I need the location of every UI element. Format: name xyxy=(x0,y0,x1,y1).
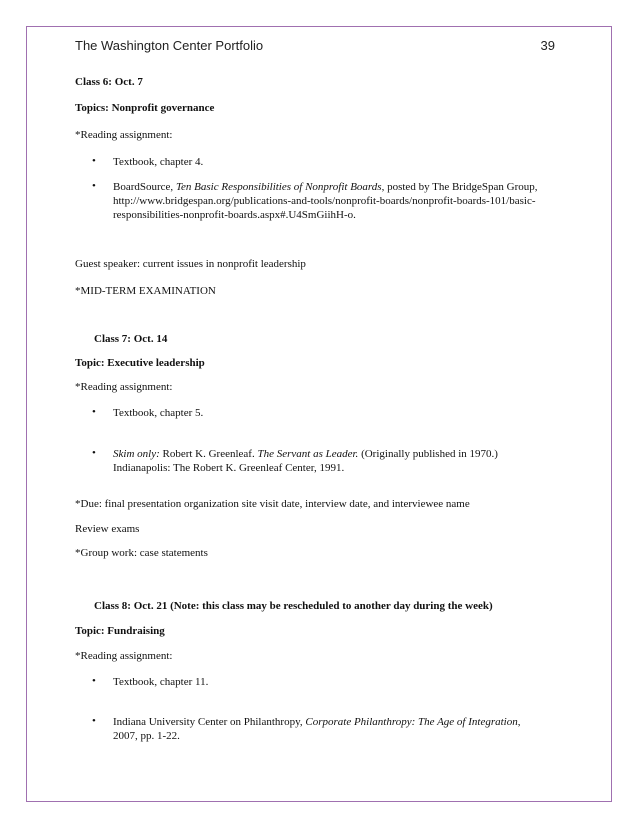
class8-reading-label: *Reading assignment: xyxy=(75,650,173,662)
class7-due: *Due: final presentation organization site visit date, interview date, and interviewee name xyxy=(75,498,470,510)
item-text: 2007, pp. 1-22. xyxy=(113,730,180,742)
item-text: Indiana University Center on Philanthropy, xyxy=(113,716,306,728)
item-title: Corporate Philanthropy: The Age of Integration xyxy=(305,716,518,728)
class6-reading-item-1: Textbook, chapter 4. xyxy=(113,156,204,168)
class8-reading-item-1: Textbook, chapter 11. xyxy=(113,676,209,688)
bullet-icon: • xyxy=(92,675,96,687)
item-title: Ten Basic Responsibilities of Nonprofit Boards xyxy=(175,181,382,193)
class6-reading-label: *Reading assignment: xyxy=(75,129,173,141)
class6-heading: Class 6: Oct. 7 xyxy=(75,76,143,88)
class7-heading: Class 7: Oct. 14 xyxy=(94,333,168,345)
bullet-icon: • xyxy=(92,447,96,459)
class7-review: Review exams xyxy=(75,523,140,535)
class8-heading: Class 8: Oct. 21 (Note: this class may be rescheduled to another day during the week) xyxy=(94,600,493,612)
class6-guest-speaker: Guest speaker: current issues in nonprofit leadership xyxy=(75,258,306,270)
class7-reading-item-1: Textbook, chapter 5. xyxy=(113,407,204,419)
class7-reading-item-2 xyxy=(113,447,563,475)
item-text: (Originally published in 1970.) xyxy=(358,448,498,460)
item-text: BoardSource, xyxy=(113,181,176,193)
item-text: Robert K. Greenleaf. xyxy=(159,448,258,460)
bullet-icon: • xyxy=(92,715,96,727)
class6-topics: Topics: Nonprofit governance xyxy=(75,102,215,114)
bullet-icon: • xyxy=(92,406,96,418)
header-title: The Washington Center Portfolio xyxy=(75,38,264,53)
class7-topic: Topic: Executive leadership xyxy=(75,357,205,369)
item-url: http://www.bridgespan.org/publications-and-tools/nonprofit-boards/nonprofit-boards-101/basic- xyxy=(113,195,536,207)
item-title: The Servant as Leader. xyxy=(257,448,359,460)
item-note: Skim only: xyxy=(113,448,160,460)
class6-midterm: *MID-TERM EXAMINATION xyxy=(75,285,216,297)
item-url: responsibilities-nonprofit-boards.aspx#.U4SmGiihH-o. xyxy=(113,209,356,221)
page-number: 39 xyxy=(540,38,555,53)
class7-group-work: *Group work: case statements xyxy=(75,547,208,559)
bullet-icon: • xyxy=(92,155,96,167)
bullet-icon: • xyxy=(92,180,96,192)
item-text: , xyxy=(517,716,521,728)
class7-reading-label: *Reading assignment: xyxy=(75,381,173,393)
page-header xyxy=(75,38,555,53)
item-text: Indianapolis: The Robert K. Greenleaf Center, 1991. xyxy=(113,462,345,474)
class8-reading-item-2 xyxy=(113,715,563,743)
class6-reading-item-2 xyxy=(113,180,563,222)
class8-topic: Topic: Fundraising xyxy=(75,625,165,637)
item-text: , posted by The BridgeSpan Group, xyxy=(381,181,538,193)
